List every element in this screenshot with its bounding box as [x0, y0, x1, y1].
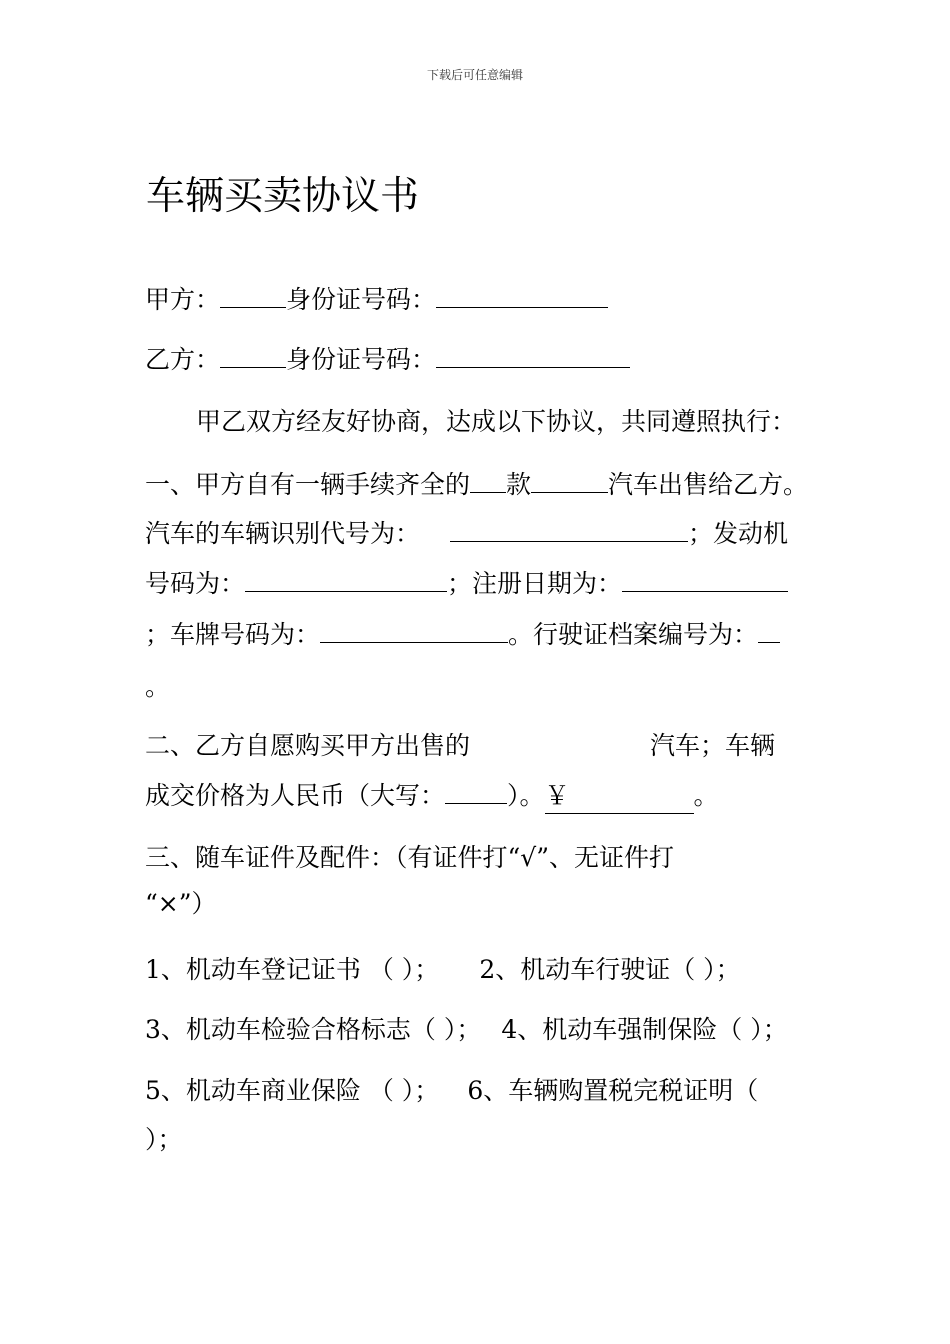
car-brand-blank[interactable]: [470, 472, 506, 493]
checklist-item[interactable]: 1、机动车登记证书 （ ）；: [145, 955, 440, 984]
plate-number-blank[interactable]: [320, 622, 508, 643]
checklist-item[interactable]: 4、机动车强制保险（ ）；: [501, 1015, 788, 1044]
checklist-tail: ）；: [145, 1125, 183, 1154]
clause1-line3: [145, 567, 788, 601]
clause1-line1: [145, 468, 808, 502]
checklist-item[interactable]: 3、机动车检验合格标志（ ）；: [145, 1015, 482, 1044]
price-words-blank[interactable]: [445, 783, 507, 804]
checklist-item[interactable]: 2、机动车行驶证（ ）；: [479, 955, 741, 984]
car-model-blank[interactable]: [531, 472, 608, 493]
clause1-text-c: 汽车出售给乙方。: [608, 470, 809, 499]
party-b-id-label: 身份证号码：: [286, 345, 437, 374]
price-label: 成交价格为人民币（大写：: [145, 781, 446, 810]
price-close: ）。: [507, 781, 545, 810]
clause3-line2: “×”）: [145, 889, 217, 918]
registration-date-label: ；注册日期为：: [447, 569, 623, 598]
party-a-id-blank[interactable]: [436, 287, 608, 308]
party-b-label: 乙方：: [145, 345, 221, 374]
clause2-line2: [145, 779, 719, 814]
registration-date-blank[interactable]: [622, 571, 788, 592]
clause1-line2: [145, 517, 788, 551]
price-end: 。: [693, 781, 719, 810]
license-file-label: 。行驶证档案编号为：: [508, 620, 759, 649]
clause1-line5: 。: [145, 672, 171, 701]
checklist-item[interactable]: 6、车辆购置税完税证明（: [467, 1076, 759, 1105]
checklist-item[interactable]: 5、机动车商业保险 （ ）；: [145, 1076, 440, 1105]
engine-label-b: 号码为：: [145, 569, 246, 598]
party-a-line: [145, 283, 608, 317]
party-a-id-label: 身份证号码：: [286, 285, 437, 314]
party-b-id-blank[interactable]: [436, 347, 630, 368]
header-note: 下载后可任意编辑: [426, 68, 523, 82]
intro-paragraph: 甲乙双方经友好协商，达成以下协议，共同遵照执行：: [196, 407, 797, 436]
price-figure-blank[interactable]: [545, 779, 694, 814]
party-b-line: [145, 343, 630, 377]
currency-symbol: ￥: [544, 781, 570, 810]
clause3-line1: 三、随车证件及配件：（有证件打“√”、无证件打: [145, 843, 674, 872]
engine-label-a: ；发动机: [688, 519, 789, 548]
party-b-name-blank[interactable]: [220, 347, 286, 368]
vin-label: 汽车的车辆识别代号为：: [145, 519, 421, 548]
clause1-text-b: 款: [506, 470, 532, 499]
checklist-row-2: [145, 1013, 788, 1047]
license-file-blank[interactable]: [758, 622, 780, 643]
clause1-text-a: 一、甲方自有一辆手续齐全的: [145, 470, 471, 499]
document-title: 车辆买卖协议书: [146, 174, 420, 219]
party-a-name-blank[interactable]: [220, 287, 286, 308]
party-a-label: 甲方：: [145, 285, 221, 314]
engine-number-blank[interactable]: [245, 571, 447, 592]
clause2-line1: [145, 729, 775, 763]
clause1-line4: [145, 618, 780, 652]
clause2-text-a: 二、乙方自愿购买甲方出售的: [145, 731, 471, 760]
plate-label: ；车牌号码为：: [145, 620, 321, 649]
checklist-row-1: [145, 953, 741, 987]
clause2-text-b: 汽车；车辆: [650, 731, 776, 760]
checklist-row-3: [145, 1074, 758, 1108]
vin-blank[interactable]: [450, 521, 688, 542]
